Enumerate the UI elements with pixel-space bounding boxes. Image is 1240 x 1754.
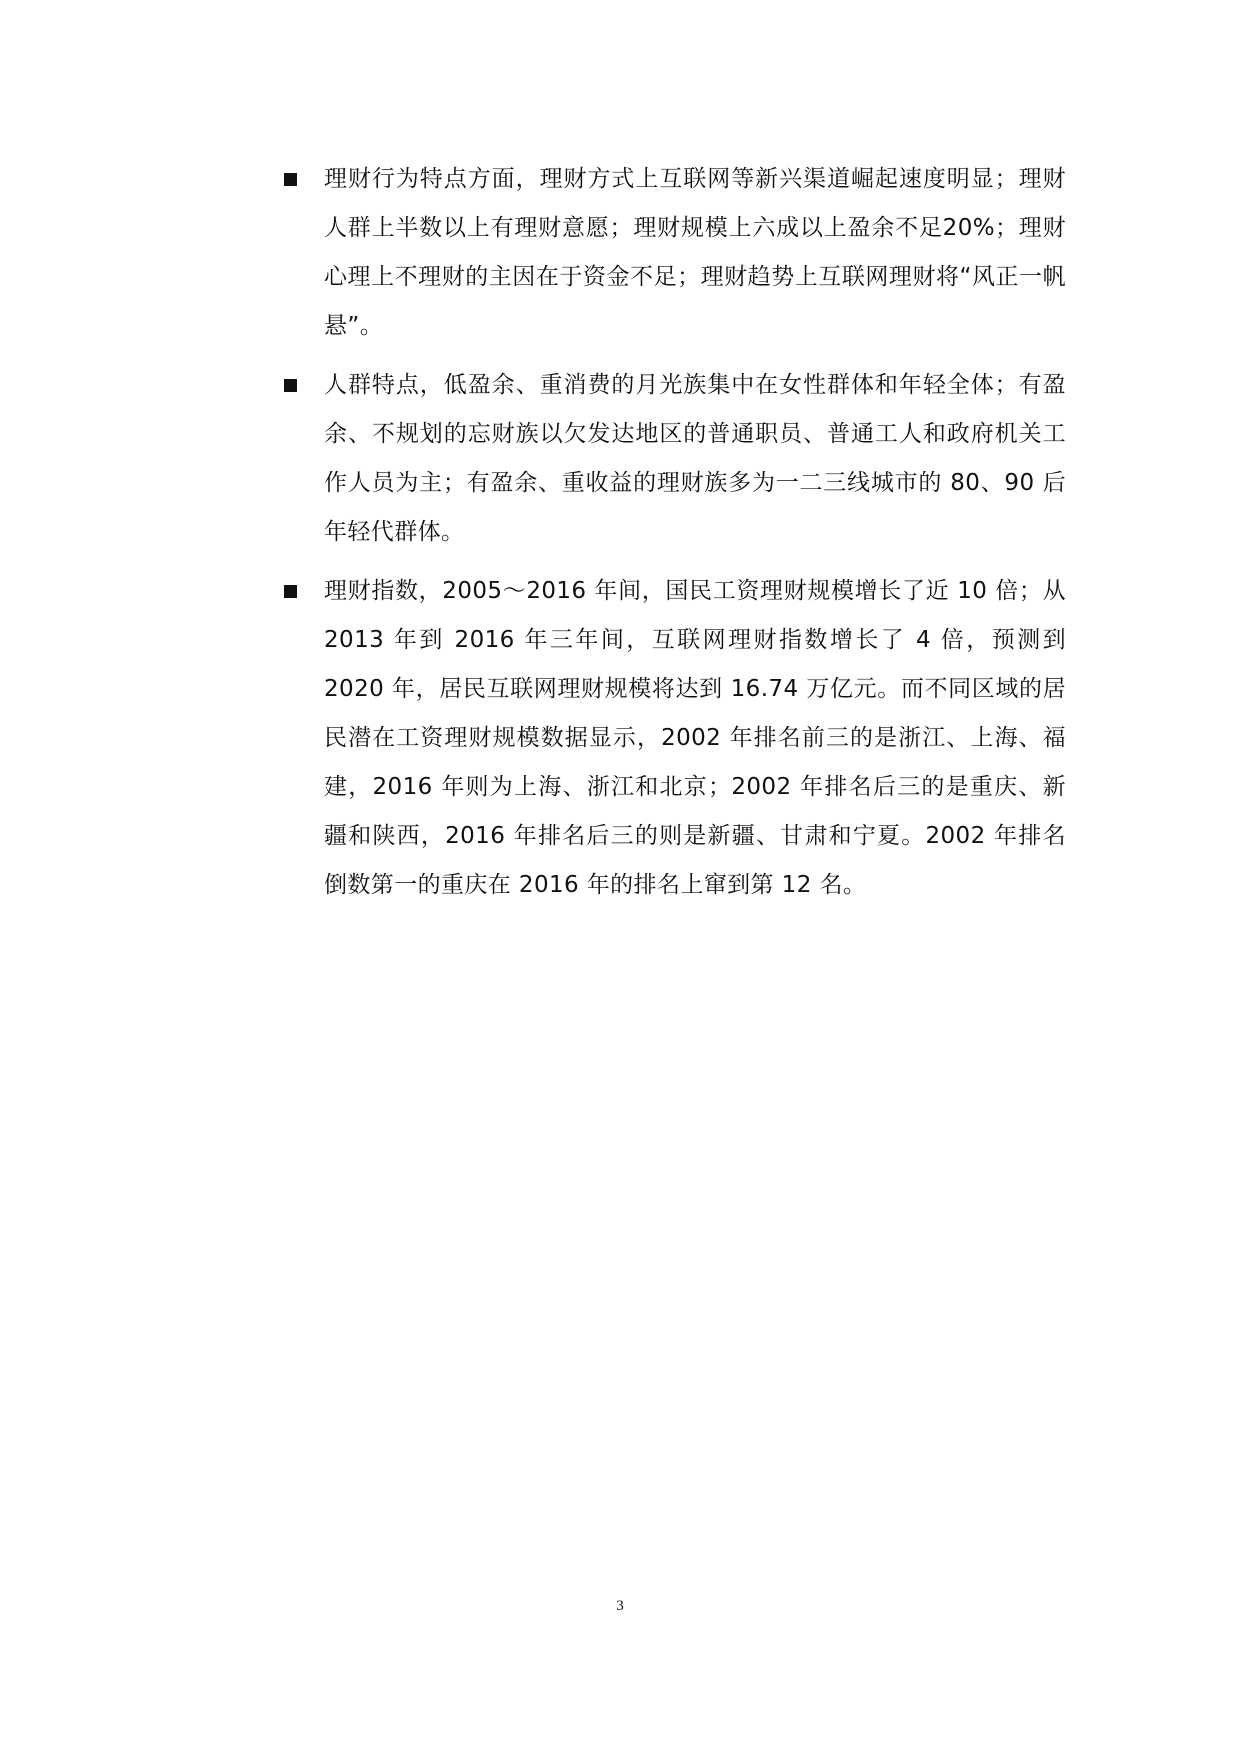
page-number: 3: [616, 1598, 624, 1614]
bullet-text: 理财指数，2005～2016 年间，国民工资理财规模增长了近 10 倍；从 2013 年到 2016 年三年间，互联网理财指数增长了 4 倍，预测到2020 年，居民互联网理财规模将达到 16.74 万亿元。而不同区域的居民潜在工资理财规模数据显示，2002 年排名前三的是浙江、上海、福建，2016 年则为上海、浙江和北京；2002 年排名后三的是重庆、新疆和陕西，2016 年排名后三的则是新疆、甘肃和宁夏。2002 年排名倒数第一的重庆在 2016 年的排名上窜到第 12 名。: [324, 578, 1066, 898]
bullet-item: [276, 361, 1066, 557]
square-bullet-icon: [284, 585, 297, 598]
square-bullet-icon: [284, 379, 297, 392]
bullet-item: [276, 567, 1066, 910]
bullet-text: 理财行为特点方面，理财方式上互联网等新兴渠道崛起速度明显；理财人群上半数以上有理财意愿；理财规模上六成以上盈余不足20%；理财心理上不理财的主因在于资金不足；理财趋势上互联网理财将“风正一帆悬”。: [324, 166, 1066, 339]
bullet-item: [276, 155, 1066, 351]
square-bullet-icon: [284, 173, 297, 186]
bullet-text: 人群特点，低盈余、重消费的月光族集中在女性群体和年轻全体；有盈余、不规划的忘财族以欠发达地区的普通职员、普通工人和政府机关工作人员为主；有盈余、重收益的理财族多为一二三线城市的 80、90 后年轻代群体。: [324, 372, 1066, 545]
bullet-list: [276, 155, 1066, 920]
